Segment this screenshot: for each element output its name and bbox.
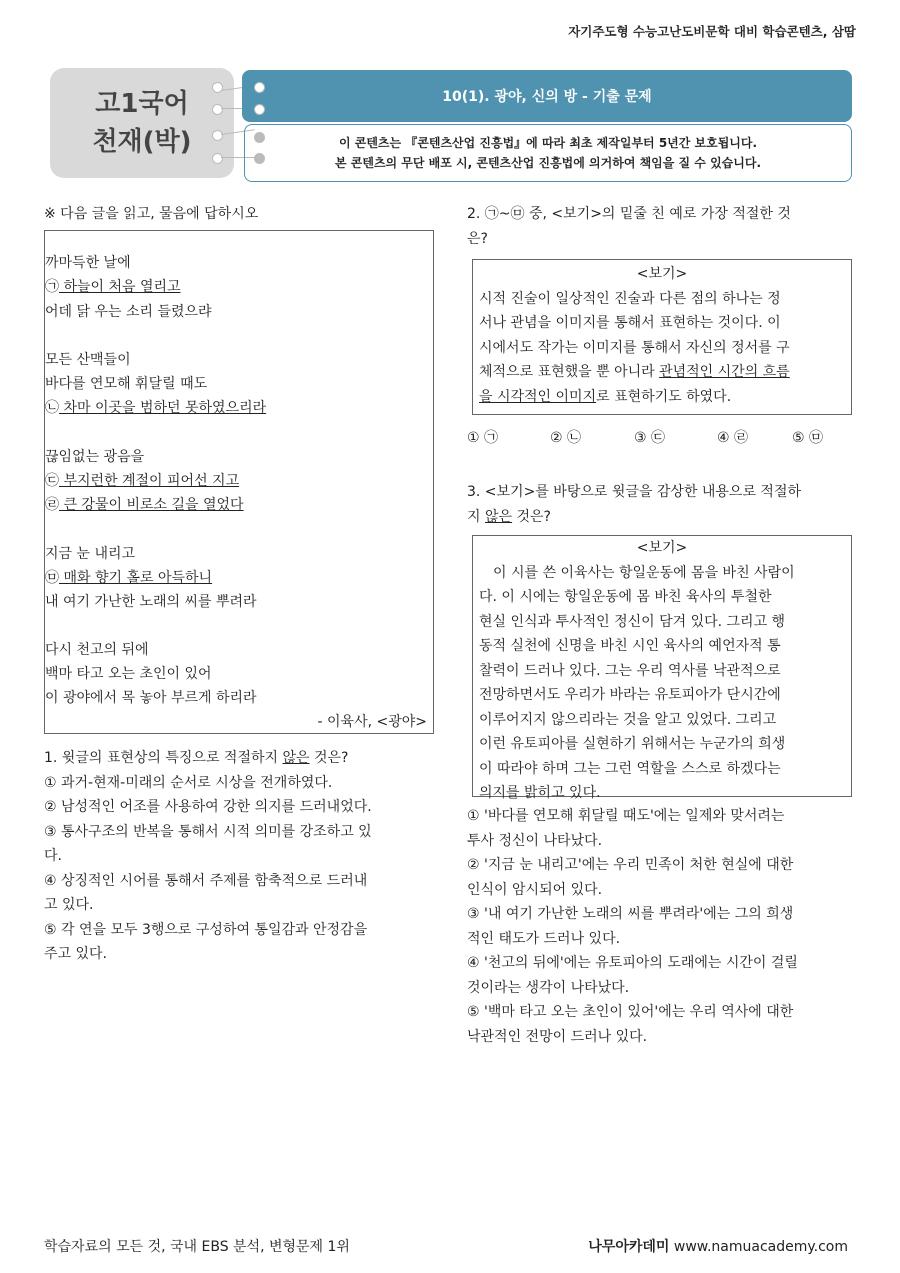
option-4[interactable]: ④ '천고의 뒤에'에는 유토피아의 도래에는 시간이 걸릴 [467,955,798,971]
connector-dot [212,130,223,141]
connector-dot [212,82,223,93]
poem-box [44,230,434,734]
option-2[interactable]: ② 남성적인 어조를 사용하여 강한 의지를 드러내었다. [44,799,372,815]
option-3[interactable]: ③ '내 여기 가난한 노래의 씨를 뿌려라'에는 그의 희생 [467,906,794,922]
q2-choice-3[interactable]: ③ ㉢ [634,430,666,446]
option-1[interactable]: ① 과거-현재-미래의 순서로 시상을 전개하였다. [44,774,333,791]
option-4-cont[interactable]: 것이라는 생각이 나타났다. [467,979,630,996]
option-5[interactable]: ⑤ 각 연을 모두 3행으로 구성하여 통일감과 안정감을 [44,921,368,938]
poem-line [45,397,266,417]
page-title: 10(1). 광야, 신의 방 - 기출 문제 [442,89,652,105]
poem-source: - 이육사, <광야> [317,714,427,730]
brand-url[interactable]: www.namuacademy.com [669,1239,848,1255]
underlined-text: 부지런한 계절이 피어선 지고 [59,473,240,489]
option-2[interactable]: ② '지금 눈 내리고'에는 우리 민족이 처한 현실에 대한 [467,857,794,873]
option-5-cont[interactable]: 주고 있다. [44,946,107,962]
poem-line: 내 여기 가난한 노래의 씨를 뿌려라 [45,594,257,610]
question-3-stem: 3. <보기>를 바탕으로 윗글을 감상한 내용으로 적절하 지 않은 것은? [467,484,801,525]
connector-dot [254,82,265,93]
q2-bogi-box: <보기> 시적 진술이 일상적인 진술과 다른 점의 하나는 정 서나 관념을 이미지를 통해서 표현하는 것이다. 이 시에서도 작가는 이미지를 통해서 자신의 정서를 구 체적으로 표현했을 뿐 아니라 관념적인 시간의 흐름 을 시각적인 이미지로 표현하기도 하였다. [472,259,852,415]
poem-line: 백마 타고 오는 초인이 있어 [45,666,212,682]
option-5-cont[interactable]: 낙관적인 전망이 드러나 있다. [467,1028,648,1045]
option-4-cont[interactable]: 고 있다. [44,897,94,913]
marker-5: ㉤ [45,570,59,586]
poem-line: 다시 천고의 뒤에 [45,642,149,658]
marker-1: ㉠ [45,279,59,295]
brand-name: 나무아카데미 [588,1239,670,1255]
q2-choice-5[interactable]: ⑤ ㉤ [792,430,824,446]
bogi-title: <보기> [636,266,688,282]
bogi-title: <보기> [636,540,688,556]
question-1 [44,746,436,967]
option-2-cont[interactable]: 인식이 암시되어 있다. [467,881,603,898]
poem-line [45,470,239,490]
option-3-cont[interactable]: 적인 태도가 드러나 있다. [467,930,621,947]
option-5[interactable]: ⑤ '백마 타고 오는 초인이 있어'에는 우리 역사에 대한 [467,1004,794,1020]
poem-line: 지금 눈 내리고 [45,546,136,562]
poem-line [45,494,244,514]
question-2-stem: 2. ㉠~㉤ 중, <보기>의 밑줄 친 예로 가장 적절한 것 은? [467,206,791,247]
poem-line [45,276,181,296]
connector-dot [212,153,223,164]
underlined-text: 큰 강물이 비로소 길을 열었다 [59,497,244,513]
q2-choice-4[interactable]: ④ ㉣ [717,430,749,446]
connector-dot [212,104,223,115]
title-bar [242,70,852,122]
q3-bogi-box: <보기> 이 시를 쓴 이육사는 항일운동에 몸을 바친 사람이 다. 이 시에는 항일운동에 몸 바친 육사의 투철한 현실 인식과 투사적인 정신이 담겨 있다. 그리고 행 동적 실천에 신명을 바친 시인 육사의 예언자적 통 찰력이 드러나 있다. 그는 우리 역사를 낙관적으로 전망하면서도 우리가 바라는 유토피아가 단시간에 이루어지지 않으리라는 것을 알고 있었다. 그리고 이런 유토피아를 실현하기 위해서는 누군가의 희생 이 따라야 하며 그는 그런 역할을 스스로 하겠다는 의지를 밝히고 있다. [472,535,852,797]
instruction: ※ 다음 글을 읽고, 물음에 답하시오 [44,206,259,222]
marker-4: ㉣ [45,497,59,513]
header-topline: 자기주도형 수능고난도비문학 대비 학습콘텐츠, 삼땀 [568,24,856,39]
question-stem: 1. 윗글의 표현상의 특징으로 적절하지 않은 것은? [44,750,349,766]
option-3[interactable]: ③ 통사구조의 반복을 통해서 시적 의미를 강조하고 있 [44,823,372,840]
poem-line: 바다를 연모해 휘달릴 때도 [45,376,208,392]
connector-dot [254,104,265,115]
grade-line-1: 고1국어 [95,89,189,119]
footer-brand [588,1236,848,1256]
notice-line-1: 이 콘텐츠는 『콘텐츠산업 진흥법』에 따라 최초 제작일부터 5년간 보호됩니다. [338,136,758,150]
underlined-text: 하늘이 처음 열리고 [59,279,181,295]
grade-line-2: 천재(박) [92,127,192,157]
poem-line: 이 광야에서 목 놓아 부르게 하리라 [45,690,257,706]
marker-3: ㉢ [45,473,59,489]
poem-line [45,567,212,587]
question-3-options [467,804,859,1049]
connector-dot [254,153,265,164]
connector-dot [254,132,265,143]
copyright-notice [244,124,852,182]
option-4[interactable]: ④ 상징적인 시어를 통해서 주제를 함축적으로 드러내 [44,872,368,889]
option-1-cont[interactable]: 투사 정신이 나타났다. [467,832,603,849]
poem-line: 까마득한 날에 [45,255,131,271]
underlined-text: 매화 향기 홀로 아득하니 [59,570,213,586]
notice-line-2: 본 콘텐츠의 무단 배포 시, 콘텐츠산업 진흥법에 의거하여 책임을 질 수 있습니다. [334,156,762,170]
q2-choice-1[interactable]: ① ㉠ [467,430,499,446]
underlined-text: 차마 이곳을 범하던 못하였으리라 [59,400,267,416]
option-1[interactable]: ① '바다를 연모해 휘달릴 때도'에는 일제와 맞서려는 [467,808,785,824]
marker-2: ㉡ [45,400,59,416]
option-3-cont[interactable]: 다. [44,848,62,864]
q2-choice-2[interactable]: ② ㉡ [550,430,582,446]
grade-box [50,68,234,178]
footer-tagline: 학습자료의 모든 것, 국내 EBS 분석, 변형문제 1위 [44,1239,350,1255]
poem-line: 끊임없는 광음을 [45,449,145,465]
poem-line: 모든 산맥들이 [45,352,131,368]
poem-line: 어데 닭 우는 소리 들렸으랴 [45,304,212,320]
